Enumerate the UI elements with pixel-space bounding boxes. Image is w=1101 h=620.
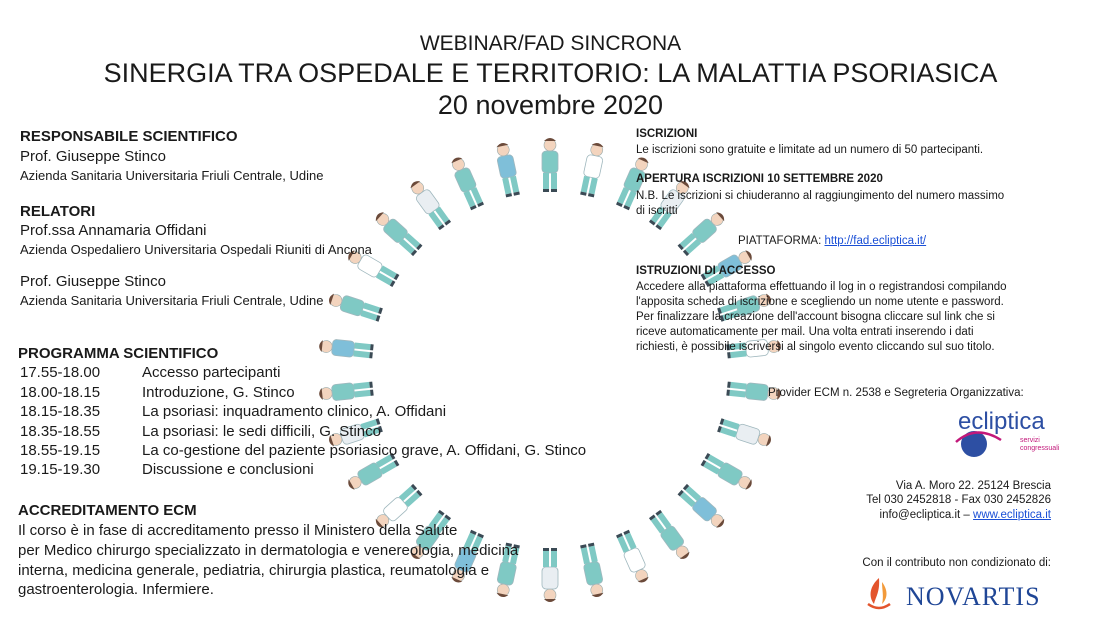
programma-heading: PROGRAMMA SCIENTIFICO (18, 345, 219, 362)
ecliptica-logo (946, 404, 1066, 464)
provider-text: Provider ECM n. 2538 e Segreteria Organizzativa: (768, 387, 1024, 399)
ecliptica-word: ecliptica (958, 408, 1045, 435)
provider-contacts (880, 508, 1051, 523)
program-row (20, 461, 314, 478)
accreditamento-heading: ACCREDITAMENTO ECM (18, 502, 197, 519)
novartis-word: NOVARTIS (906, 582, 1041, 611)
event-date: 20 novembre 2020 (437, 90, 664, 120)
relatori-heading: RELATORI (20, 203, 96, 220)
provider-phone: Tel 030 2452818 - Fax 030 2452826 (866, 494, 1051, 506)
staff-figure (615, 529, 652, 585)
program-time: 18.00-18.15 (20, 384, 101, 401)
program-topic: La co-gestione del paziente psoriasico grave, A. Offidani, G. Stinco (142, 442, 587, 459)
page-title: SINERGIA TRA OSPEDALE E TERRITORIO: LA MALATTIA PSORIASICA (103, 58, 998, 88)
accreditamento-line: interna, medicina generale, pediatria, chirurgia plastica, reumatologia e (18, 562, 490, 579)
relatore-name: Prof. Giuseppe Stinco (20, 273, 166, 290)
staff-figure (648, 509, 693, 562)
program-time: 18.15-18.35 (20, 403, 101, 420)
istruzioni-line: Per finalizzare la creazione dell'account bisogna cliccare sul link che si (636, 311, 995, 323)
istruzioni-line: richiesti, è possibile iscriversi al singolo evento cliccando sul suo titolo. (636, 341, 995, 353)
staff-figure (717, 417, 773, 449)
program-time: 17.55-18.00 (20, 364, 101, 381)
responsabile-heading: RESPONSABILE SCIENTIFICO (20, 128, 238, 145)
novartis-flame-icon (862, 574, 896, 612)
iscrizioni-text: Le iscrizioni sono gratuite e limitate ad un numero di 50 partecipanti. (636, 144, 984, 156)
istruzioni-line: Accedere alla piattaforma effettuando il log in o registrandosi compilando (636, 281, 1007, 293)
provider-email[interactable]: info@ecliptica.it (879, 509, 961, 521)
apertura-note: di iscritti (636, 205, 678, 217)
program-topic: Introduzione, G. Stinco (142, 384, 295, 401)
staff-figure (327, 291, 383, 323)
iscrizioni-heading: ISCRIZIONI (636, 128, 698, 140)
staff-figure (494, 141, 521, 197)
staff-figure (677, 209, 728, 257)
staff-figure (542, 138, 558, 192)
provider-address: Via A. Moro 22. 25124 Brescia (895, 480, 1051, 492)
relatore-affiliation: Azienda Sanitaria Universitaria Friuli Centrale, Udine (20, 293, 324, 308)
staff-figure (700, 452, 755, 493)
program-row (20, 403, 446, 420)
relatore-name: Prof.ssa Annamaria Offidani (20, 222, 207, 239)
program-topic: La psoriasi: le sedi difficili, G. Stinco (142, 423, 381, 440)
apertura-note: N.B. Le iscrizioni si chiuderanno al raggiungimento del numero massimo (636, 190, 1005, 202)
piattaforma-label: PIATTAFORMA: (738, 235, 822, 247)
novartis-logo (860, 574, 1060, 614)
accreditamento-line: Il corso è in fase di accreditamento presso il Ministero della Salute (18, 522, 458, 539)
accreditamento-line: per Medico chirurgo specializzato in dermatologia e venereologia, medicina (18, 542, 519, 559)
responsabile-name: Prof. Giuseppe Stinco (20, 148, 166, 165)
program-time: 19.15-19.30 (20, 461, 101, 478)
program-topic: Discussione e conclusioni (142, 461, 314, 478)
staff-figure (318, 381, 373, 403)
piattaforma-row (738, 234, 926, 249)
istruzioni-line: riceve automaticamente per mail. Una volta entrati inserendo i dati (636, 326, 974, 338)
istruzioni-heading: ISTRUZIONI DI ACCESSO (636, 265, 776, 277)
staff-figure (372, 209, 423, 257)
staff-figure (677, 483, 728, 531)
staff-figure (448, 155, 485, 211)
ecliptica-sub: servizi (1020, 437, 1040, 444)
staff-figure (407, 178, 452, 231)
staff-figure (542, 548, 558, 602)
program-row (20, 364, 280, 381)
sponsor-text: Con il contributo non condizionato di: (862, 557, 1051, 569)
program-row (20, 442, 586, 459)
responsabile-affiliation: Azienda Sanitaria Universitaria Friuli Centrale, Udine (20, 168, 324, 183)
program-time: 18.55-19.15 (20, 442, 101, 459)
ecliptica-sub: congressuali (1020, 445, 1060, 452)
staff-figure (579, 542, 606, 598)
apertura-heading: APERTURA ISCRIZIONI 10 SETTEMBRE 2020 (636, 173, 883, 185)
program-topic: Accesso partecipanti (142, 364, 281, 381)
istruzioni-line: l'apposita scheda di iscrizione e scegliendo un nome utente e password. (636, 296, 1004, 308)
program-topic: La psoriasi: inquadramento clinico, A. Offidani (142, 403, 447, 420)
piattaforma-link[interactable]: http://fad.ecliptica.it/ (824, 235, 927, 247)
staff-figure (318, 338, 373, 360)
accreditamento-line: gastroenterologia. Infermiere. (18, 581, 214, 598)
relatore-affiliation: Azienda Ospedaliero Universitaria Ospedali Riuniti di Ancona (20, 242, 372, 257)
program-time: 18.35-18.55 (20, 423, 101, 440)
provider-website[interactable]: www.ecliptica.it (973, 509, 1051, 521)
program-row (20, 384, 295, 401)
staff-figure (579, 141, 606, 197)
subtitle: WEBINAR/FAD SINCRONA (419, 32, 682, 55)
separator: – (960, 509, 974, 521)
program-row (20, 423, 381, 440)
